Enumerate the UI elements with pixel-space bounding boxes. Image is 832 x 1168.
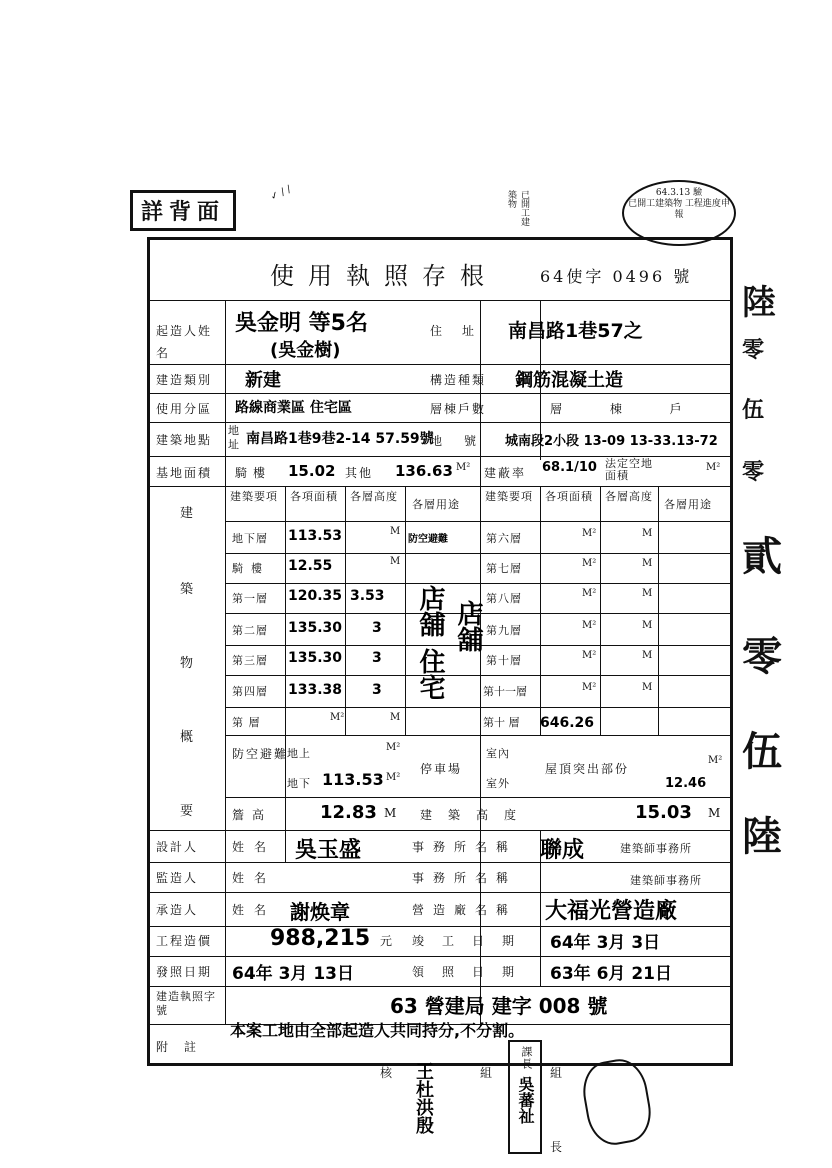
name-label: 姓名: [232, 903, 277, 917]
chief-label: 長: [550, 1140, 565, 1154]
side-char: 零: [742, 633, 782, 680]
coverage-value: 68.1/10: [542, 460, 597, 475]
floor-label: 第八層: [486, 592, 522, 605]
designer-office-stamp: 建築師事務所: [620, 842, 692, 855]
col-header: 各層用途: [412, 498, 460, 511]
zone-value: 路線商業區 住宅區: [235, 400, 352, 416]
floor-height: 3: [372, 682, 382, 698]
shelter-below-value: 113.53: [322, 770, 384, 789]
parking-indoor: 室內: [486, 747, 510, 760]
m-unit: M: [642, 682, 653, 693]
applicant-label: 起造人姓名: [156, 324, 213, 360]
roof-value: 12.46: [665, 776, 707, 791]
receive-value: 63年 6月 21日: [550, 964, 672, 984]
floor-label: 第三層: [232, 654, 268, 667]
floor-area: 133.38: [288, 682, 343, 698]
m-unit: M: [642, 558, 653, 569]
arcade-area-value: 15.02: [288, 462, 336, 480]
floor-label: 第六層: [486, 532, 522, 545]
m-unit: M: [642, 588, 653, 599]
area-label: 基地面積: [156, 466, 213, 480]
floor-area: 12.55: [288, 558, 333, 574]
handwritten-mark: ✓ ∕ ∕: [268, 183, 293, 204]
total-area: 646.26: [540, 715, 595, 731]
floor-height: 3: [372, 620, 382, 636]
floor-label: 第十一層: [483, 685, 527, 698]
m2-unit: M²: [708, 755, 723, 766]
m2-unit: M²: [582, 528, 597, 539]
side-char: 伍: [742, 728, 782, 775]
m2-unit: M²: [582, 650, 597, 661]
permit-label: 建造執照字號: [156, 990, 216, 1017]
floor-label: 第七層: [486, 562, 522, 575]
m2-unit: M²: [706, 462, 721, 473]
site-label: 建築地點: [156, 433, 213, 447]
contractor-name: 謝焕章: [290, 900, 350, 924]
permit-number: 64使字 0496 號: [540, 267, 693, 286]
approve-label: 核: [380, 1066, 395, 1080]
m2-unit: M²: [386, 772, 401, 783]
site-value: 南昌路1巷9巷2-14 57.59號: [246, 431, 434, 447]
floor-use: 店舖: [415, 585, 445, 637]
contractor-label: 承造人: [156, 903, 199, 917]
stamp-text: 課長: [520, 1046, 533, 1070]
m2-unit: M²: [582, 682, 597, 693]
parking-outdoor: 室外: [486, 777, 510, 790]
m2-unit: M²: [330, 712, 345, 723]
shelter-below: 地下: [287, 777, 311, 790]
floor-label: 第一層: [232, 592, 268, 605]
side-char: 陸: [742, 813, 782, 860]
cost-label: 工程造價: [156, 934, 213, 948]
m-unit: M: [708, 806, 721, 820]
side-char: 零: [742, 337, 765, 363]
applicant-value: 吳金明 等5名: [235, 311, 368, 336]
m-unit: M: [642, 528, 653, 539]
name-label: 姓名: [232, 840, 277, 854]
receive-label: 領照日期: [412, 965, 533, 979]
completion-value: 64年 3月 3日: [550, 933, 661, 953]
designer-label: 設計人: [156, 840, 199, 854]
group-label: 組: [550, 1066, 565, 1080]
m-unit: M: [384, 806, 397, 820]
site-sub: 地址: [228, 424, 240, 451]
detail-back-stamp: 詳背面: [130, 190, 236, 231]
overview-char: 築: [180, 582, 196, 597]
col-header: 各層用途: [664, 498, 712, 511]
lot-label: 地號: [430, 434, 499, 448]
m-unit: M: [390, 556, 401, 567]
floor-area: 135.30: [288, 650, 343, 666]
floor-area: 120.35: [288, 588, 343, 604]
floor-use: 防空避難: [408, 534, 448, 545]
col-header: 各項面積: [290, 490, 338, 503]
floor-use: 店舖: [453, 600, 483, 652]
contractor-company: 大福光營造廠: [545, 899, 678, 924]
name-label: 姓名: [232, 871, 277, 885]
issue-label: 發照日期: [156, 965, 213, 979]
m-unit: M: [390, 712, 401, 723]
other-area-value: 136.63: [395, 462, 453, 480]
designer-name: 吳玉盛: [295, 838, 362, 863]
designer-office: 聯成: [540, 838, 585, 863]
vertical-notice: 已開工建築物: [506, 190, 529, 226]
inspection-seal: 64.3.13 驗 已開工建築物 工程進度申報: [622, 180, 736, 246]
shelter-label: 防空避難: [232, 747, 289, 761]
col-header: 建築要項: [230, 490, 278, 503]
shelter-above: 地上: [287, 747, 311, 760]
floor-label: 第十層: [486, 654, 522, 667]
floor-label: 地下層: [232, 532, 268, 545]
col-header: 各層高度: [350, 490, 398, 503]
chief-stamp: [508, 1040, 542, 1154]
check-label: 組: [480, 1066, 495, 1080]
floor-label: 第四層: [232, 685, 268, 698]
floor-label: 第十 層: [483, 716, 520, 729]
stamp-signature: 吳蕃祉: [516, 1076, 535, 1124]
eave-value: 12.83: [320, 802, 377, 823]
coverage-label: 建蔽率: [484, 466, 527, 480]
office-label: 事務所名稱: [412, 840, 518, 854]
supervisor-label: 監造人: [156, 871, 199, 885]
building-height-label: 建築高度: [420, 808, 533, 822]
col-header: 各層高度: [605, 490, 653, 503]
m-unit: M: [390, 526, 401, 537]
company-label: 營造廠名稱: [412, 903, 518, 917]
arcade-label: 騎樓: [235, 466, 272, 480]
zone-label: 使用分區: [156, 402, 213, 416]
overview-char: 建: [180, 506, 196, 521]
overview-char: 要: [180, 804, 196, 819]
other-label: 其他: [345, 466, 374, 480]
floor-height: 3.53: [350, 588, 385, 604]
floors-value: 層 棟 戶: [550, 402, 704, 416]
m-unit: M: [642, 620, 653, 631]
m2-unit: M²: [386, 742, 401, 753]
side-char: 伍: [742, 397, 765, 423]
overview-char: 物: [180, 656, 196, 671]
floor-label: 第二層: [232, 624, 268, 637]
note-value: 本案工地由全部起造人共同持分,不分割。: [230, 1021, 525, 1040]
structure-value: 鋼筋混凝土造: [515, 370, 623, 391]
office-label: 事務所名稱: [412, 871, 518, 885]
yuan-unit: 元: [380, 934, 395, 948]
floors-label: 層棟戶數: [430, 402, 487, 416]
structure-label: 構造種類: [430, 373, 487, 387]
m2-unit: M²: [456, 462, 471, 473]
completion-label: 竣工日期: [412, 934, 533, 948]
overview-char: 概: [180, 730, 196, 745]
address-value: 南昌路1巷57之: [508, 320, 643, 342]
floor-height: 3: [372, 650, 382, 666]
floor-area: 113.53: [288, 528, 343, 544]
parking-label: 停車場: [420, 762, 463, 776]
eave-label: 簷高: [232, 808, 273, 822]
col-header: 各項面積: [545, 490, 593, 503]
lot-value: 城南段2小段 13-09 13-33.13-72: [505, 434, 718, 449]
m-unit: M: [642, 650, 653, 661]
floor-use: 住宅: [415, 648, 445, 700]
approval-area: [380, 1046, 610, 1162]
building-class-label: 建造類別: [156, 373, 213, 387]
usage-permit-form: [147, 237, 733, 1066]
legal-open-label: 法定空地面積: [605, 457, 653, 482]
floor-label: 騎樓: [232, 562, 270, 575]
address-label: 住址: [430, 324, 495, 338]
m2-unit: M²: [582, 588, 597, 599]
floor-area: 135.30: [288, 620, 343, 636]
permit-value: 63 營建局 建字 008 號: [390, 994, 608, 1018]
floor-label: 第九層: [486, 624, 522, 637]
side-char: 陸: [742, 283, 776, 323]
col-header: 建築要項: [485, 490, 533, 503]
m2-unit: M²: [582, 620, 597, 631]
applicant-sub: (吳金樹): [270, 340, 341, 361]
approver-signature: 王杜洪殷: [413, 1062, 434, 1134]
form-title: 使用執照存根: [270, 262, 498, 290]
side-char: 零: [742, 459, 765, 485]
note-label: 附註: [156, 1040, 213, 1054]
building-height-value: 15.03: [635, 802, 692, 823]
supervisor-office-stamp: 建築師事務所: [630, 874, 702, 887]
roof-label: 屋頂突出部份: [545, 762, 630, 776]
issue-value: 64年 3月 13日: [232, 964, 354, 984]
m2-unit: M²: [582, 558, 597, 569]
cost-value: 988,215: [270, 926, 371, 951]
side-char: 貳: [742, 533, 782, 580]
floor-label: 第 層: [232, 716, 261, 729]
building-class-value: 新建: [245, 370, 281, 391]
